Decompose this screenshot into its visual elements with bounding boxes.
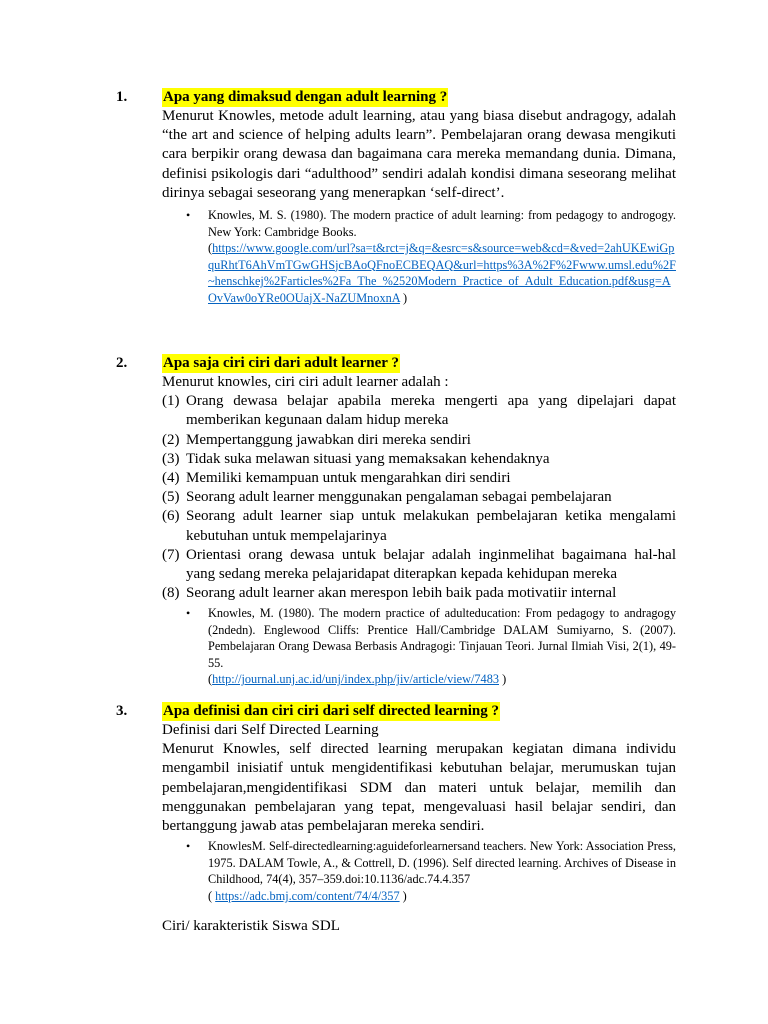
list-item: [162, 450, 676, 469]
reference-link[interactable]: http://journal.unj.ac.id/unj/index.php/jiv/article/view/7483: [212, 672, 499, 687]
reference-text: Knowles, M. (1980). The modern practice of adulteducation: From pedagogy to andragogy (2ndedn). Englewood Cliffs: Prentice Hall/Cambridge DALAM Sumiyarno, S. (2007). Pembelajaran Orang Dewasa Berbasis Andragogi: Tinjauan Teori. Jurnal Ilmiah Visi, 2(1), 49-55.: [208, 606, 676, 670]
list-item: [162, 469, 676, 488]
list-item-text: Memiliki kemampuan untuk mengarahkan diri sendiri: [186, 470, 511, 487]
characteristics-list: [162, 392, 676, 603]
list-item-number: (3): [162, 450, 180, 467]
subheading: Definisi dari Self Directed Learning: [162, 722, 379, 738]
question-1-heading: [116, 88, 676, 107]
question-3-heading: [116, 702, 676, 721]
answer-paragraph: Menurut Knowles, self directed learning merupakan kegiatan dimana individu mengambil inisiatif untuk mengidentifikasi kebutuhan belajar, merumuskan tujan pembelajaran,mengidentifikasi SDM dan materi untuk belajar, memilih dan menggunakan pembelajaran yang tepat, mengevaluasi hasil belajar sendiri, dan bertanggung jawab atas pembelajaran mereka sendiri.: [162, 741, 676, 835]
question-number: 1.: [116, 89, 128, 105]
question-title: Apa saja ciri ciri dari adult learner ?: [163, 355, 399, 371]
question-title: Apa yang dimaksud dengan adult learning ?: [163, 89, 448, 105]
list-item-number: (2): [162, 431, 180, 448]
list-item-text: Tidak suka melawan situasi yang memaksakan kehendaknya: [186, 450, 550, 467]
reference-link[interactable]: https://www.google.com/url?sa=t&rct=j&q=&esrc=s&source=web&cd=&ved=2ahUKEwiGpquRhtT6AhVmTGwGHSjcBAoQFnoECBEQAQ&url=https%3A%2F%2Fwww.umsl.edu%2F~henschkej%2Farticles%2Fa_The_%2520Modern_Practice_of_Adult_Education.pdf&usg=AOvVaw0oYRe0OUajX-NaZUMnoxnA: [208, 241, 676, 305]
list-item-text: Orang dewasa belajar apabila mereka mengerti apa yang dipelajari dapat memberikan kegunaan dalam hidup mereka: [186, 393, 676, 429]
answer-intro: Menurut knowles, ciri ciri adult learner adalah :: [162, 374, 449, 390]
list-item-number: (1): [162, 393, 180, 410]
list-item: [162, 392, 676, 430]
bullet-icon: •: [186, 208, 191, 223]
list-item-number: (5): [162, 489, 180, 506]
list-item-text: Mempertanggung jawabkan diri mereka sendiri: [186, 431, 471, 448]
list-item-number: (8): [162, 585, 180, 602]
question-2: [116, 354, 676, 688]
reference-item: • Knowles, M. (1980). The modern practice of adulteducation: From pedagogy to andragogy (2ndedn). Englewood Cliffs: Prentice Hall/Cambridge DALAM Sumiyarno, S. (2007). Pembelajaran Orang Dewasa Berbasis Andragogi: Tinjauan Teori. Jurnal Ilmiah Visi, 2(1), 49-55. (http://journal.unj.ac.id/unj/index.php/jiv/article/view/7483 ): [186, 606, 676, 687]
list-item: [162, 507, 676, 545]
list-item: [162, 584, 676, 603]
question-title: Apa definisi dan ciri ciri dari self directed learning ?: [163, 703, 499, 719]
question-number: 3.: [116, 703, 128, 719]
bullet-icon: •: [186, 839, 191, 854]
question-number: 2.: [116, 355, 128, 371]
list-item-text: Seorang adult learner akan merespon lebih baik pada motivatiir internal: [186, 585, 617, 602]
list-item-text: Seorang adult learner siap untuk melakukan pembelajaran ketika mengalami kebutuhan untuk mempelajarinya: [186, 508, 676, 544]
list-item: [162, 431, 676, 450]
list-item: [162, 546, 676, 584]
question-1: [116, 88, 676, 306]
reference-item: • KnowlesM. Self-directedlearning:aguideforlearnersand teachers. New York: Association Press, 1975. DALAM Towle, A., & Cottrell, D. (1996). Self directed learning. Archives of Disease in Childhood, 74(4), 357–359.doi:10.1136/adc.74.4.357 ( https://adc.bmj.com/content/74/4/357 ): [186, 839, 676, 903]
reference-link[interactable]: https://adc.bmj.com/content/74/4/357: [215, 888, 400, 903]
question-2-heading: [116, 354, 676, 373]
list-item: [162, 488, 676, 507]
question-3: [116, 702, 676, 904]
reference-item: • Knowles, M. S. (1980). The modern practice of adult learning: from pedagogy to androgogy. New York: Cambridge Books. (https://www.google.com/url?sa=t&rct=j&q=&esrc=s&source=web&cd=&ved=2ahUKEwiGpquRhtT6AhVmTGwGHSjcBAoQFnoECBEQAQ&url=https%3A%2F%2Fwww.umsl.edu%2F~henschkej%2Farticles%2Fa_The_%2520Modern_Practice_of_Adult_Education.pdf&usg=AOvVaw0oYRe0OUajX-NaZUMnoxnA ): [186, 208, 676, 305]
reference-text: KnowlesM. Self-directedlearning:aguideforlearnersand teachers. New York: Association Press, 1975. DALAM Towle, A., & Cottrell, D. (1996). Self directed learning. Archives of Disease in Childhood, 74(4), 357–359.doi:10.1136/adc.74.4.357: [208, 839, 676, 887]
list-item-text: Seorang adult learner menggunakan pengalaman sebagai pembelajaran: [186, 489, 612, 506]
list-item-number: (7): [162, 546, 180, 563]
list-item-text: Orientasi orang dewasa untuk belajar adalah inginmelihat bagaimana hal-hal yang sedang mereka pelajaridapat diterapkan kepada kehidupan mereka: [186, 546, 676, 583]
bullet-icon: •: [186, 606, 191, 621]
list-item-number: (6): [162, 508, 180, 525]
list-item-number: (4): [162, 470, 180, 487]
answer-paragraph: Menurut Knowles, metode adult learning, atau yang biasa disebut andragogy, adalah “the art and science of helping adults learn”. Pembelajaran orang dewasa mengikuti cara berpikir orang dewasa dan bagaimana cara mereka memandang dunia. Dimana, definisi psikologis dari “adulthood” sendiri adalah kondisi dimana seseorang melihat dirinya sebagai seseorang yang menerapkan ‘self-direct’.: [162, 108, 676, 201]
section-heading-sdl-characteristics: Ciri/ karakteristik Siswa SDL: [162, 918, 340, 934]
reference-text: Knowles, M. S. (1980). The modern practice of adult learning: from pedagogy to androgogy. New York: Cambridge Books.: [208, 208, 676, 239]
